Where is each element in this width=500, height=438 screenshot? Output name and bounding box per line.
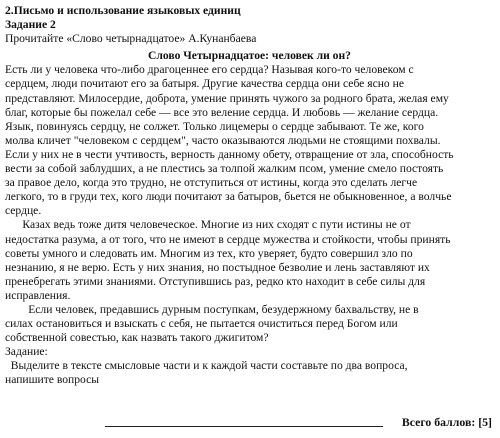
reading-text [5,63,494,345]
text-title: Слово Четырнадцатое: человек ли он? [148,49,351,63]
text-line: пренебрегать этими знаниями. Отступившись раз, редко кто находит в себе силы для [5,274,426,288]
answer-line [105,426,383,427]
task-line: напишите вопросы [5,373,100,387]
text-line: собственной совестью, как назвать такого джигитом? [5,331,269,345]
instruction: Прочитайте «Слово четырнадцатое» А.Кунанбаева [5,32,257,46]
text-line: исправления. [5,288,71,302]
text-line: сердцем, люди почитают его за батыря. Другие качества сердца они себе ясно не [5,77,404,91]
text-line: вести за собой заблудших, а не плестись за толпой жалким псом, умение смело постоять [5,162,444,176]
task-number: Задание 2 [5,18,56,32]
text-line: советы умного и следовать им. Многим из тех, кто уверяет, будто совершил зло по [5,246,413,260]
text-line: представляют. Милосердие, доброта, умение принять чужого за родного брата, желая ему [5,91,449,105]
text-line: Если у них не в чести учтивость, верность данному обету, отвращение от зла, способность [5,147,454,161]
text-line: молва кличет "человеком с сердцем", часто оказываются людьми не стоящими похвалы. [5,133,441,147]
text-line: Есть ли у человека что-либо драгоценнее его сердца? Называя кого-то человеком с [5,63,414,77]
text-line: Казах ведь тоже дитя человеческое. Многие из них сходят с пути истины не от [5,218,411,232]
text-line: легкого, то в груди тех, кого люди почитают за батыров, бьется не обыкновенное, а волчье [5,190,452,204]
total-score: Всего баллов: [5] [401,415,492,429]
section-title: 2.Письмо и использование языковых единиц [5,4,241,17]
footer [0,415,500,435]
text-line: за правое дело, когда это трудно, не отступиться от истины, когда это сделать легче [5,176,418,190]
text-line: незнанию, я не верю. Есть у них знания, но постыдное безволие и лень заставляют их [5,260,430,274]
text-line: Язык, повинуясь сердцу, не солжет. Только лицемеры о сердце забывают. Те же, кого [5,119,424,133]
text-line: благ, которые бы пожелал себе — все это веление сердца. И любовь — желание сердца. [5,105,439,119]
text-line: Если человек, предавшись дурным поступкам, безудержному бахвальству, не в [5,302,419,316]
task-line: Выделите в тексте смысловые части и к каждой части составьте по два вопроса, [5,359,408,373]
text-line: силах остановиться и взыскать с себя, не пытается очиститься перед Богом или [5,317,398,331]
text-line: недостатка разума, а от того, что не имеют в сердце мужества и стойкости, чтобы принять [5,232,451,246]
text-line: сердце. [5,204,42,218]
task-label: Задание: [5,345,48,359]
